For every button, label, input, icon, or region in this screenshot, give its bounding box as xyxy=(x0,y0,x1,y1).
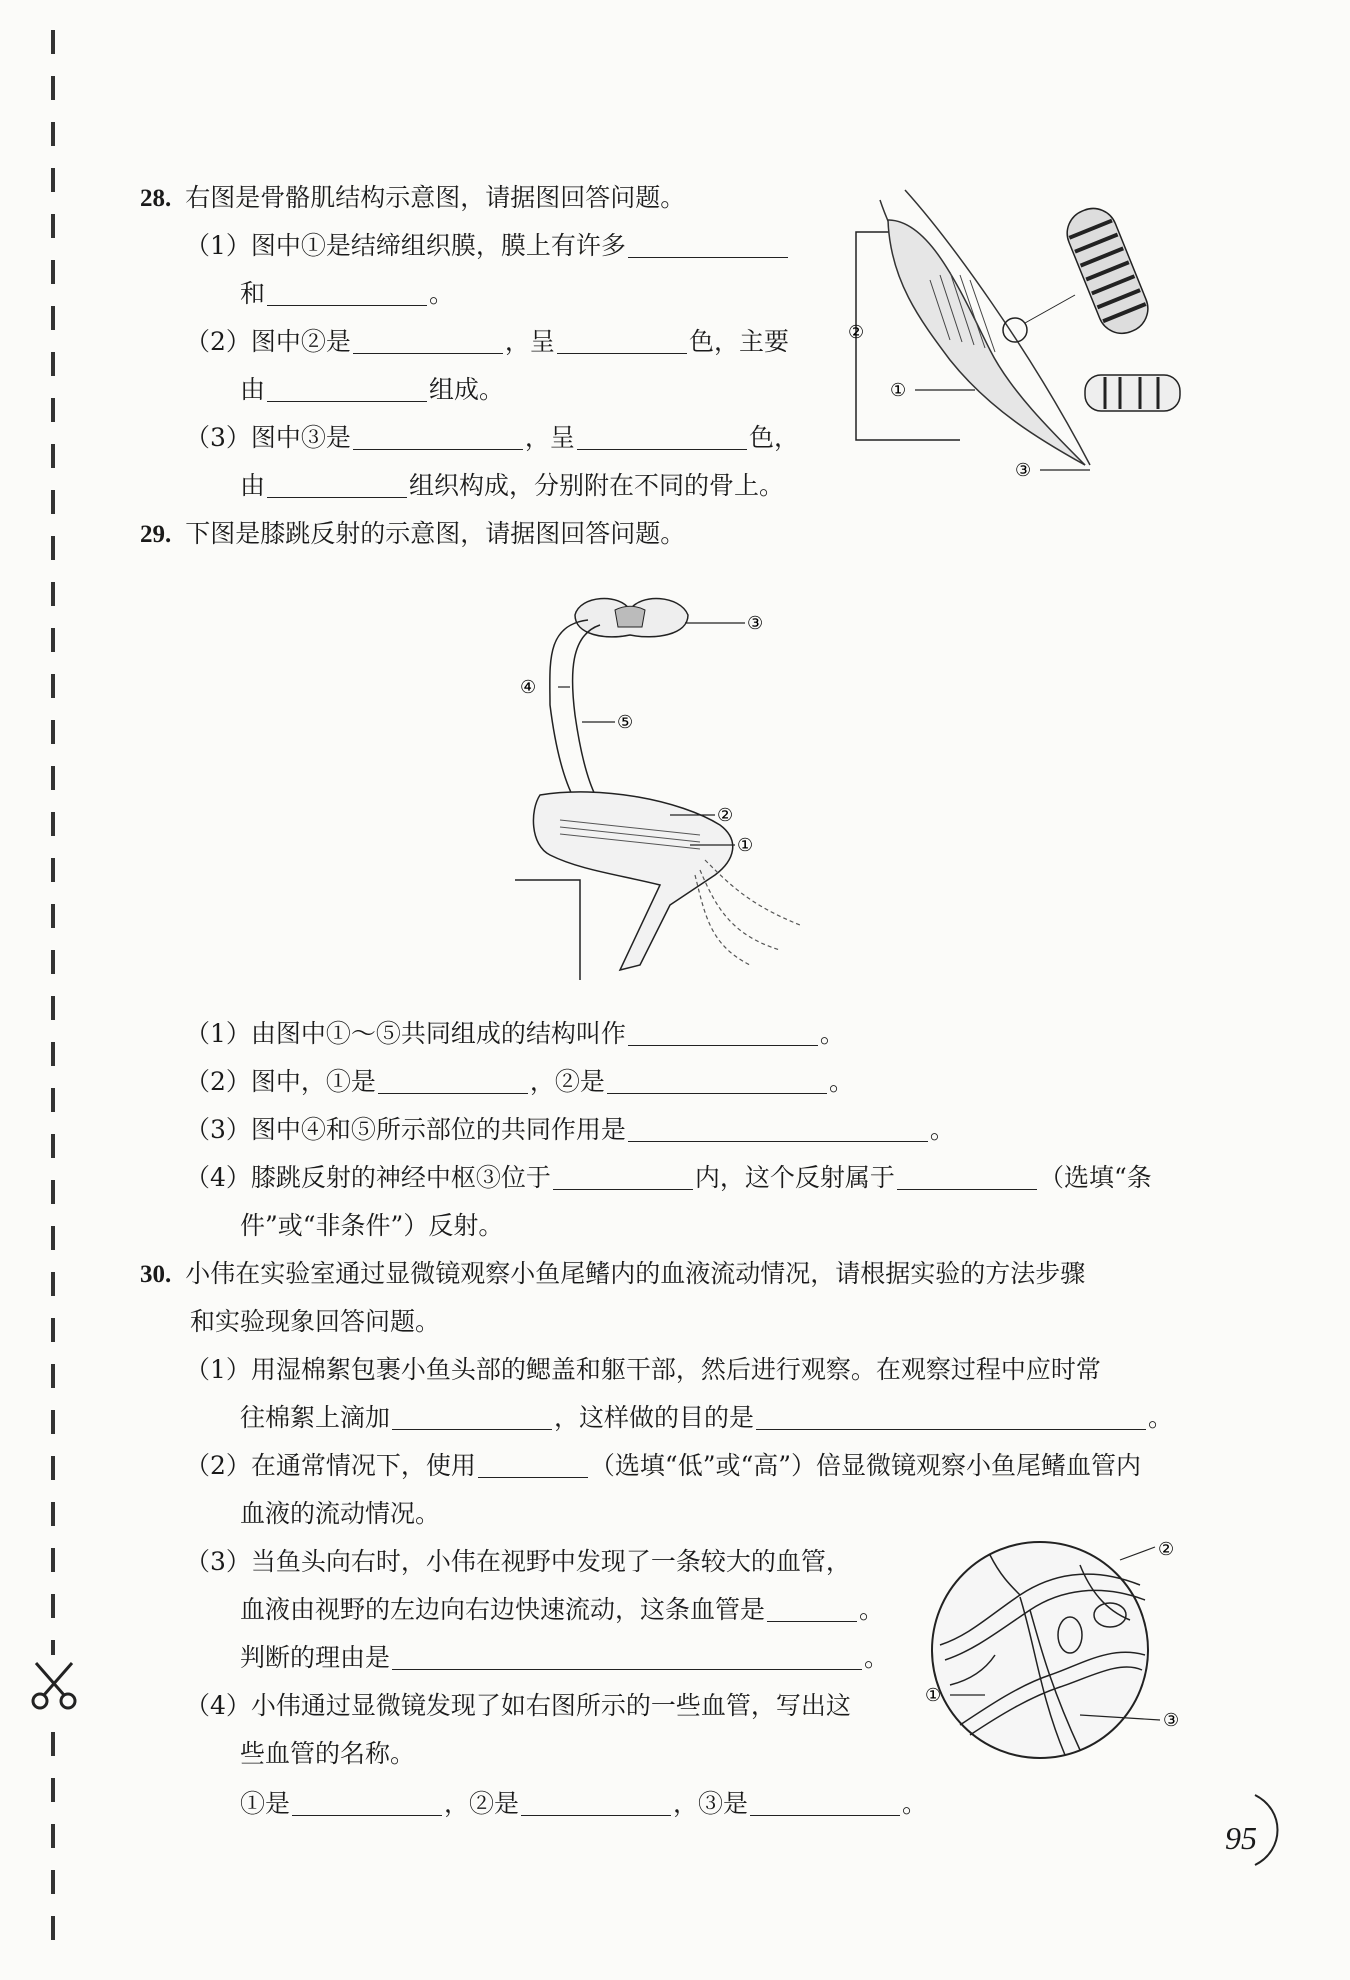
answer-blank[interactable] xyxy=(557,325,687,354)
answer-blank[interactable] xyxy=(750,1787,900,1816)
answer-blank[interactable] xyxy=(577,421,747,450)
q28-part2-cont: 由 组成。 xyxy=(240,375,505,404)
q29-part3: （3）图中④和⑤所示部位的共同作用是 。 xyxy=(185,1115,955,1144)
answer-blank[interactable] xyxy=(767,1593,857,1622)
knee-reflex-figure xyxy=(520,585,820,985)
q30-part4-answers: ①是 ，②是 ，③是 。 xyxy=(240,1789,928,1818)
label-5: ⑤ xyxy=(617,712,634,733)
answer-blank[interactable] xyxy=(553,1161,693,1190)
label-2: ② xyxy=(1158,1539,1175,1560)
label-1: ① xyxy=(925,1685,942,1706)
answer-blank[interactable] xyxy=(521,1787,671,1816)
label-2: ② xyxy=(717,805,734,826)
answer-blank[interactable] xyxy=(392,1641,862,1670)
q29-part4-cont: 件”或“非条件”）反射。 xyxy=(240,1211,504,1240)
q29-part1: （1）由图中①～⑤共同组成的结构叫作 。 xyxy=(185,1019,845,1048)
answer-blank[interactable] xyxy=(897,1161,1037,1190)
label-3: ③ xyxy=(1015,460,1032,481)
answer-blank[interactable] xyxy=(292,1787,442,1816)
answer-blank[interactable] xyxy=(267,277,427,306)
q30-part4-cont: 些血管的名称。 xyxy=(240,1739,416,1768)
label-3: ③ xyxy=(747,613,764,634)
q29-stem: 29. 下图是膝跳反射的示意图，请据图回答问题。 xyxy=(140,519,686,548)
q28-stem: 28. 右图是骨骼肌结构示意图，请据图回答问题。 xyxy=(140,183,686,212)
q28-part1-cont: 和 。 xyxy=(240,279,455,308)
page-number: 95 xyxy=(1225,1820,1257,1856)
answer-blank[interactable] xyxy=(628,1017,818,1046)
answer-blank[interactable] xyxy=(353,421,523,450)
q30-part3: （3）当鱼头向右时，小伟在视野中发现了一条较大的血管， xyxy=(185,1547,851,1576)
answer-blank[interactable] xyxy=(353,325,503,354)
answer-blank[interactable] xyxy=(756,1401,1146,1430)
q30-part3-cont: 血液由视野的左边向右边快速流动，这条血管是 。 xyxy=(240,1595,885,1624)
blood-vessel-figure xyxy=(925,1535,1210,1770)
q28-part3: （3）图中③是 ，呈 色， xyxy=(185,423,799,452)
q28-part2: （2）图中②是 ，呈 色，主要 xyxy=(185,327,789,356)
q29-part4: （4）膝跳反射的神经中枢③位于 内，这个反射属于 （选填“条 xyxy=(185,1163,1152,1192)
q28-part3-cont: 由 组织构成，分别附在不同的骨上。 xyxy=(240,471,785,500)
muscle-figure xyxy=(840,180,1210,480)
q28-part1: （1）图中①是结缔组织膜，膜上有许多 xyxy=(185,222,790,270)
q29-part2: （2）图中，①是 ，②是 。 xyxy=(185,1067,854,1096)
q30-stem: 30. 小伟在实验室通过显微镜观察小鱼尾鳍内的血液流动情况，请根据实验的方法步骤 xyxy=(140,1259,1086,1288)
answer-blank[interactable] xyxy=(607,1065,827,1094)
scissors-icon xyxy=(24,1655,84,1715)
q30-part3-reason: 判断的理由是 。 xyxy=(240,1643,890,1672)
q30-part2: （2）在通常情况下，使用 （选填“低”或“高”）倍显微镜观察小鱼尾鳍血管内 xyxy=(185,1451,1142,1480)
q30-part4: （4）小伟通过显微镜发现了如右图所示的一些血管，写出这 xyxy=(185,1691,851,1720)
answer-blank[interactable] xyxy=(378,1065,528,1094)
answer-blank[interactable] xyxy=(267,373,427,402)
answer-blank[interactable] xyxy=(628,1113,928,1142)
q30-part2-cont: 血液的流动情况。 xyxy=(240,1499,441,1528)
answer-blank[interactable] xyxy=(267,469,407,498)
label-1: ① xyxy=(890,380,907,401)
q30-stem-cont: 和实验现象回答问题。 xyxy=(190,1307,441,1336)
answer-blank[interactable] xyxy=(478,1449,588,1478)
answer-blank[interactable] xyxy=(392,1401,552,1430)
q30-part1-cont: 往棉絮上滴加 ，这样做的目的是 。 xyxy=(240,1403,1174,1432)
q30-part1: （1）用湿棉絮包裹小鱼头部的鳃盖和躯干部，然后进行观察。在观察过程中应时常 xyxy=(185,1355,1101,1384)
label-2: ② xyxy=(848,322,865,343)
label-1: ① xyxy=(737,835,754,856)
label-4: ④ xyxy=(520,677,537,698)
label-3: ③ xyxy=(1163,1710,1180,1731)
answer-blank[interactable] xyxy=(628,229,788,258)
